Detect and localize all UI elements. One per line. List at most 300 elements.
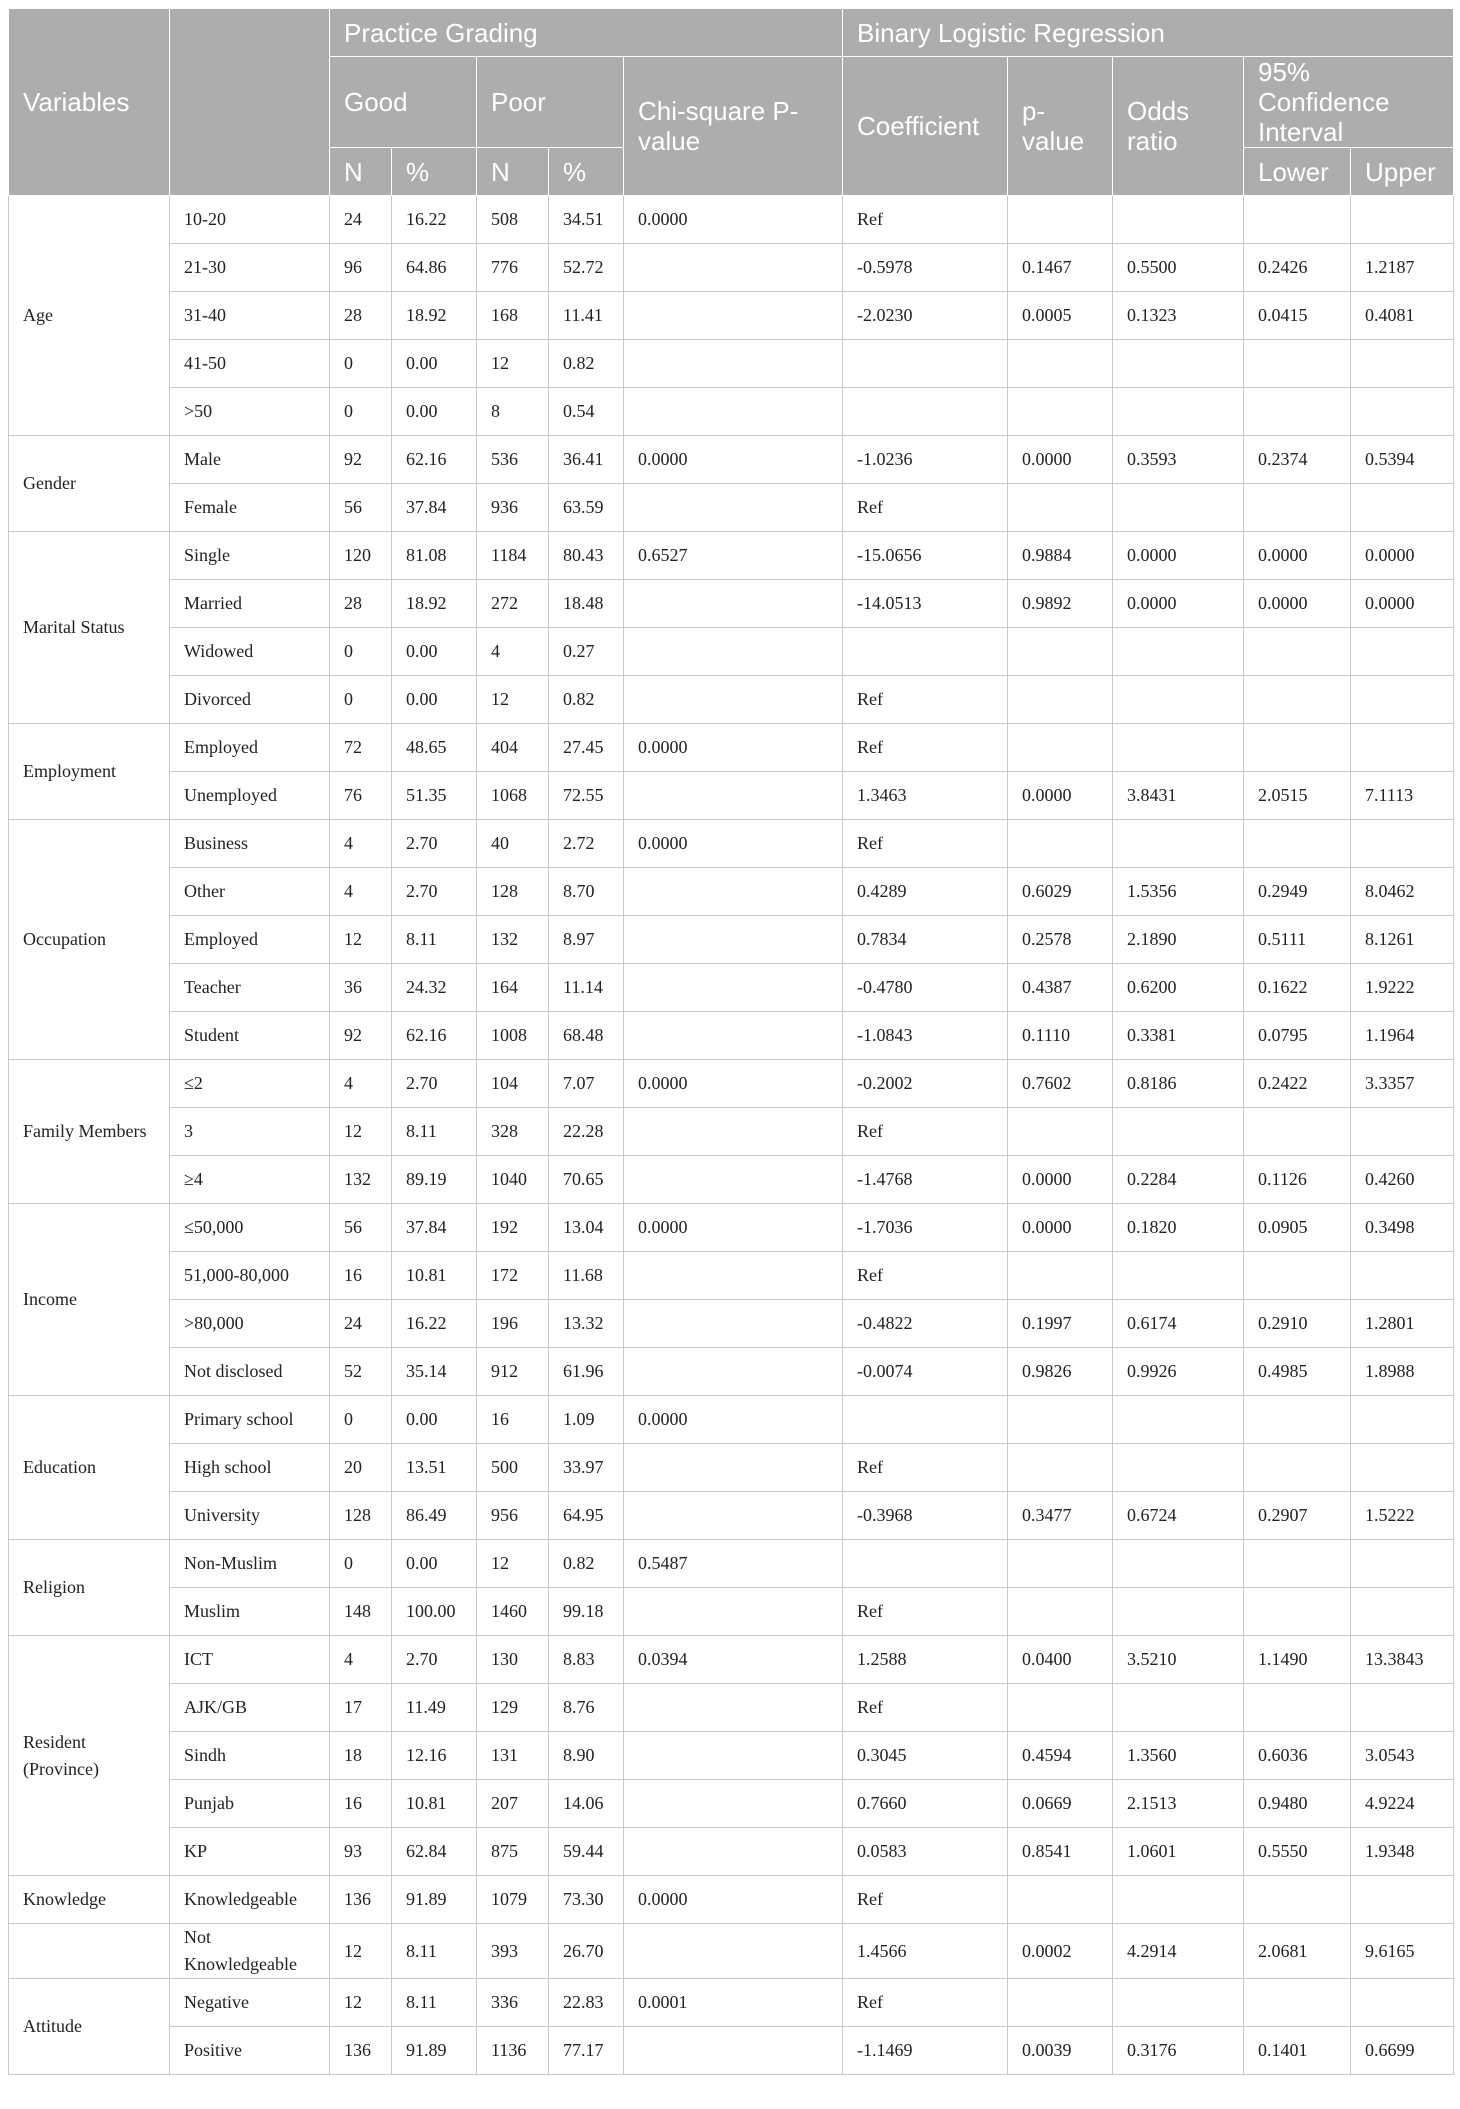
odds-ratio-cell: 0.9926 <box>1113 1348 1244 1396</box>
poor-pct-cell: 8.97 <box>549 916 624 964</box>
coefficient-cell <box>843 1540 1008 1588</box>
good-n-cell: 76 <box>330 772 392 820</box>
poor-pct-cell: 77.17 <box>549 2027 624 2075</box>
poor-n-cell: 129 <box>477 1684 549 1732</box>
odds-ratio-cell: 0.3593 <box>1113 436 1244 484</box>
good-n-cell: 96 <box>330 244 392 292</box>
good-n-cell: 4 <box>330 820 392 868</box>
poor-n-cell: 8 <box>477 388 549 436</box>
table-row <box>9 916 1454 964</box>
coefficient-cell <box>843 388 1008 436</box>
chi-square-cell <box>624 1300 843 1348</box>
chi-square-cell <box>624 580 843 628</box>
p-value-cell <box>1008 340 1113 388</box>
poor-n-cell: 328 <box>477 1108 549 1156</box>
ci-lower-cell: 0.5550 <box>1244 1828 1351 1876</box>
p-value-cell: 0.0000 <box>1008 436 1113 484</box>
p-value-cell: 0.1467 <box>1008 244 1113 292</box>
odds-ratio-cell: 1.5356 <box>1113 868 1244 916</box>
good-pct-cell: 35.14 <box>392 1348 477 1396</box>
table-row <box>9 1732 1454 1780</box>
ci-upper-cell: 1.9222 <box>1351 964 1454 1012</box>
poor-pct-cell: 80.43 <box>549 532 624 580</box>
good-n-cell: 136 <box>330 2027 392 2075</box>
good-pct-cell: 2.70 <box>392 868 477 916</box>
ci-lower-cell <box>1244 1876 1351 1924</box>
ci-lower-cell <box>1244 724 1351 772</box>
poor-pct-cell: 99.18 <box>549 1588 624 1636</box>
table-row <box>9 2027 1454 2075</box>
poor-n-cell: 272 <box>477 580 549 628</box>
odds-ratio-cell: 4.2914 <box>1113 1924 1244 1979</box>
table-row <box>9 532 1454 580</box>
ci-lower-cell <box>1244 820 1351 868</box>
poor-n-cell: 1040 <box>477 1156 549 1204</box>
ci-upper-cell <box>1351 1396 1454 1444</box>
odds-ratio-cell: 0.6724 <box>1113 1492 1244 1540</box>
good-n-cell: 24 <box>330 196 392 244</box>
ci-upper-cell: 0.6699 <box>1351 2027 1454 2075</box>
good-pct-cell: 48.65 <box>392 724 477 772</box>
category-cell: Divorced <box>170 676 330 724</box>
poor-pct-cell: 33.97 <box>549 1444 624 1492</box>
table-row <box>9 436 1454 484</box>
chi-square-cell <box>624 1348 843 1396</box>
chi-square-cell <box>624 1252 843 1300</box>
variable-cell: Age <box>9 196 170 436</box>
table-row <box>9 772 1454 820</box>
p-value-cell: 0.0000 <box>1008 772 1113 820</box>
good-pct-cell: 0.00 <box>392 628 477 676</box>
table-row <box>9 964 1454 1012</box>
ci-lower-cell: 0.5111 <box>1244 916 1351 964</box>
ci-lower-cell: 0.0415 <box>1244 292 1351 340</box>
chi-square-cell: 0.0000 <box>624 820 843 868</box>
table-row <box>9 388 1454 436</box>
poor-n-cell: 131 <box>477 1732 549 1780</box>
poor-n-cell: 956 <box>477 1492 549 1540</box>
variable-cell: Resident (Province) <box>9 1636 170 1876</box>
category-cell: Female <box>170 484 330 532</box>
coefficient-cell: 0.7660 <box>843 1780 1008 1828</box>
variable-cell: Attitude <box>9 1979 170 2075</box>
chi-square-cell <box>624 2027 843 2075</box>
good-n-cell: 24 <box>330 1300 392 1348</box>
p-value-cell <box>1008 1684 1113 1732</box>
coefficient-header: Coefficient <box>843 57 1008 196</box>
variable-cell: Religion <box>9 1540 170 1636</box>
poor-pct-header: % <box>549 148 624 196</box>
p-value-cell <box>1008 820 1113 868</box>
category-cell: Business <box>170 820 330 868</box>
p-value-cell: 0.4594 <box>1008 1732 1113 1780</box>
variable-cell: Occupation <box>9 820 170 1060</box>
chi-square-cell <box>624 1156 843 1204</box>
good-n-cell: 92 <box>330 436 392 484</box>
poor-pct-cell: 26.70 <box>549 1924 624 1979</box>
ci-lower-cell: 2.0515 <box>1244 772 1351 820</box>
good-pct-cell: 62.84 <box>392 1828 477 1876</box>
chi-square-cell <box>624 1924 843 1979</box>
poor-n-cell: 12 <box>477 340 549 388</box>
category-cell: KP <box>170 1828 330 1876</box>
good-pct-cell: 8.11 <box>392 916 477 964</box>
ci-lower-cell <box>1244 1684 1351 1732</box>
odds-ratio-cell: 1.0601 <box>1113 1828 1244 1876</box>
chi-square-cell: 0.6527 <box>624 532 843 580</box>
ci-lower-cell: 0.0905 <box>1244 1204 1351 1252</box>
good-n-cell: 148 <box>330 1588 392 1636</box>
poor-pct-cell: 22.28 <box>549 1108 624 1156</box>
poor-pct-cell: 14.06 <box>549 1780 624 1828</box>
table-row <box>9 484 1454 532</box>
good-pct-cell: 37.84 <box>392 1204 477 1252</box>
coefficient-cell: Ref <box>843 1979 1008 2027</box>
category-cell: Student <box>170 1012 330 1060</box>
poor-n-cell: 536 <box>477 436 549 484</box>
ci-upper-cell <box>1351 1252 1454 1300</box>
good-pct-cell: 37.84 <box>392 484 477 532</box>
good-n-cell: 52 <box>330 1348 392 1396</box>
good-n-cell: 136 <box>330 1876 392 1924</box>
ci-upper-cell <box>1351 1540 1454 1588</box>
coefficient-cell: Ref <box>843 676 1008 724</box>
coefficient-cell: Ref <box>843 820 1008 868</box>
good-n-cell: 16 <box>330 1252 392 1300</box>
ci-upper-cell <box>1351 388 1454 436</box>
chi-square-cell <box>624 868 843 916</box>
ci-upper-cell <box>1351 724 1454 772</box>
poor-pct-cell: 8.90 <box>549 1732 624 1780</box>
ci-upper-cell <box>1351 484 1454 532</box>
p-value-cell <box>1008 1540 1113 1588</box>
category-cell: 3 <box>170 1108 330 1156</box>
poor-n-cell: 12 <box>477 676 549 724</box>
ci-upper-cell: 0.0000 <box>1351 580 1454 628</box>
good-pct-cell: 91.89 <box>392 2027 477 2075</box>
coefficient-cell: 0.4289 <box>843 868 1008 916</box>
coefficient-cell: -1.1469 <box>843 2027 1008 2075</box>
chi-square-header: Chi-square P-value <box>624 57 843 196</box>
poor-n-cell: 104 <box>477 1060 549 1108</box>
chi-square-cell <box>624 1444 843 1492</box>
ci-lower-cell <box>1244 388 1351 436</box>
table-row <box>9 1636 1454 1684</box>
coefficient-cell: 1.2588 <box>843 1636 1008 1684</box>
ci-lower-cell: 1.1490 <box>1244 1636 1351 1684</box>
ci-upper-cell <box>1351 676 1454 724</box>
poor-n-cell: 500 <box>477 1444 549 1492</box>
poor-pct-cell: 22.83 <box>549 1979 624 2027</box>
good-pct-cell: 10.81 <box>392 1780 477 1828</box>
poor-pct-cell: 52.72 <box>549 244 624 292</box>
odds-ratio-cell <box>1113 676 1244 724</box>
poor-pct-cell: 0.82 <box>549 340 624 388</box>
ci-lower-cell: 0.0795 <box>1244 1012 1351 1060</box>
odds-ratio-cell <box>1113 1444 1244 1492</box>
ci-upper-cell: 3.3357 <box>1351 1060 1454 1108</box>
p-value-cell: 0.0005 <box>1008 292 1113 340</box>
good-n-cell: 36 <box>330 964 392 1012</box>
category-cell: Unemployed <box>170 772 330 820</box>
odds-ratio-header: Odds ratio <box>1113 57 1244 196</box>
category-cell: ≤50,000 <box>170 1204 330 1252</box>
ci-lower-cell: 0.2426 <box>1244 244 1351 292</box>
table-row <box>9 340 1454 388</box>
table-row <box>9 1396 1454 1444</box>
ci-lower-cell <box>1244 340 1351 388</box>
ci-lower-cell: 0.1622 <box>1244 964 1351 1012</box>
table-row <box>9 1156 1454 1204</box>
ci-upper-cell: 1.8988 <box>1351 1348 1454 1396</box>
good-pct-cell: 62.16 <box>392 1012 477 1060</box>
p-value-cell <box>1008 1876 1113 1924</box>
table-row <box>9 676 1454 724</box>
ci-lower-cell <box>1244 196 1351 244</box>
poor-n-cell: 164 <box>477 964 549 1012</box>
table-row <box>9 1348 1454 1396</box>
coefficient-cell: -1.0843 <box>843 1012 1008 1060</box>
chi-square-cell <box>624 1108 843 1156</box>
coefficient-cell <box>843 1396 1008 1444</box>
coefficient-cell <box>843 628 1008 676</box>
category-cell: AJK/GB <box>170 1684 330 1732</box>
good-pct-cell: 8.11 <box>392 1108 477 1156</box>
poor-pct-cell: 63.59 <box>549 484 624 532</box>
ci-lower-cell: 0.2374 <box>1244 436 1351 484</box>
chi-square-cell <box>624 964 843 1012</box>
poor-pct-cell: 0.82 <box>549 676 624 724</box>
table-header <box>9 9 1454 196</box>
ci-upper-cell: 0.0000 <box>1351 532 1454 580</box>
odds-ratio-cell <box>1113 820 1244 868</box>
table-row <box>9 1924 1454 1979</box>
coefficient-cell: 0.0583 <box>843 1828 1008 1876</box>
odds-ratio-cell: 0.8186 <box>1113 1060 1244 1108</box>
ci-upper-cell <box>1351 340 1454 388</box>
good-pct-cell: 10.81 <box>392 1252 477 1300</box>
chi-square-cell: 0.0000 <box>624 436 843 484</box>
odds-ratio-cell: 2.1890 <box>1113 916 1244 964</box>
category-cell: Punjab <box>170 1780 330 1828</box>
good-pct-cell: 18.92 <box>392 292 477 340</box>
good-pct-cell: 81.08 <box>392 532 477 580</box>
ci-lower-cell: 0.2907 <box>1244 1492 1351 1540</box>
good-n-cell: 12 <box>330 1108 392 1156</box>
ci-upper-cell <box>1351 1444 1454 1492</box>
ci-upper-cell <box>1351 1108 1454 1156</box>
chi-square-cell: 0.0000 <box>624 1204 843 1252</box>
chi-square-cell <box>624 292 843 340</box>
ci-upper-cell: 8.0462 <box>1351 868 1454 916</box>
poor-pct-cell: 70.65 <box>549 1156 624 1204</box>
good-n-cell: 0 <box>330 340 392 388</box>
poor-pct-cell: 18.48 <box>549 580 624 628</box>
poor-pct-cell: 68.48 <box>549 1012 624 1060</box>
coefficient-cell: -15.0656 <box>843 532 1008 580</box>
table-row <box>9 628 1454 676</box>
ci-lower-cell: 0.1126 <box>1244 1156 1351 1204</box>
good-pct-cell: 13.51 <box>392 1444 477 1492</box>
ci-upper-cell: 0.4260 <box>1351 1156 1454 1204</box>
ci-lower-cell <box>1244 1588 1351 1636</box>
ci-upper-cell <box>1351 628 1454 676</box>
poor-pct-cell: 0.82 <box>549 1540 624 1588</box>
p-value-cell <box>1008 628 1113 676</box>
category-cell: Widowed <box>170 628 330 676</box>
p-value-cell: 0.7602 <box>1008 1060 1113 1108</box>
category-cell: ICT <box>170 1636 330 1684</box>
p-value-cell <box>1008 1588 1113 1636</box>
good-pct-cell: 89.19 <box>392 1156 477 1204</box>
p-value-cell: 0.9826 <box>1008 1348 1113 1396</box>
poor-n-cell: 393 <box>477 1924 549 1979</box>
ci-upper-cell: 1.1964 <box>1351 1012 1454 1060</box>
poor-pct-cell: 13.32 <box>549 1300 624 1348</box>
category-cell: Non-Muslim <box>170 1540 330 1588</box>
odds-ratio-cell: 0.1323 <box>1113 292 1244 340</box>
poor-pct-cell: 36.41 <box>549 436 624 484</box>
coefficient-cell: -1.0236 <box>843 436 1008 484</box>
good-n-cell: 28 <box>330 580 392 628</box>
table-row <box>9 868 1454 916</box>
good-n-cell: 56 <box>330 1204 392 1252</box>
chi-square-cell: 0.0000 <box>624 1060 843 1108</box>
poor-n-cell: 1184 <box>477 532 549 580</box>
ci-upper-cell: 8.1261 <box>1351 916 1454 964</box>
chi-square-cell <box>624 676 843 724</box>
good-pct-cell: 100.00 <box>392 1588 477 1636</box>
p-value-cell: 0.1110 <box>1008 1012 1113 1060</box>
ci-lower-cell: 0.0000 <box>1244 580 1351 628</box>
odds-ratio-cell: 0.1820 <box>1113 1204 1244 1252</box>
chi-square-cell: 0.0000 <box>624 1396 843 1444</box>
poor-n-cell: 132 <box>477 916 549 964</box>
p-value-cell: 0.0669 <box>1008 1780 1113 1828</box>
odds-ratio-cell: 0.0000 <box>1113 580 1244 628</box>
odds-ratio-cell <box>1113 196 1244 244</box>
good-n-cell: 72 <box>330 724 392 772</box>
table-row <box>9 1979 1454 2027</box>
odds-ratio-cell: 0.2284 <box>1113 1156 1244 1204</box>
table-row <box>9 1876 1454 1924</box>
odds-ratio-cell <box>1113 724 1244 772</box>
coefficient-cell: 1.4566 <box>843 1924 1008 1979</box>
category-cell: Other <box>170 868 330 916</box>
category-cell: Married <box>170 580 330 628</box>
p-value-cell <box>1008 1396 1113 1444</box>
poor-pct-cell: 1.09 <box>549 1396 624 1444</box>
ci-upper-cell: 1.2801 <box>1351 1300 1454 1348</box>
ci-upper-cell <box>1351 196 1454 244</box>
chi-square-cell: 0.0001 <box>624 1979 843 2027</box>
poor-pct-cell: 8.83 <box>549 1636 624 1684</box>
table-row <box>9 724 1454 772</box>
chi-square-cell <box>624 1492 843 1540</box>
ci-lower-cell <box>1244 484 1351 532</box>
category-cell: Sindh <box>170 1732 330 1780</box>
good-n-cell: 0 <box>330 388 392 436</box>
table-row <box>9 1540 1454 1588</box>
ci-upper-cell <box>1351 1979 1454 2027</box>
ci-upper-cell: 4.9224 <box>1351 1780 1454 1828</box>
table-row <box>9 1108 1454 1156</box>
chi-square-cell: 0.0000 <box>624 724 843 772</box>
poor-pct-cell: 0.27 <box>549 628 624 676</box>
category-cell: Not Knowledgeable <box>170 1924 330 1979</box>
ci-lower-cell: 0.9480 <box>1244 1780 1351 1828</box>
odds-ratio-cell: 3.5210 <box>1113 1636 1244 1684</box>
table-row <box>9 1204 1454 1252</box>
good-n-cell: 28 <box>330 292 392 340</box>
coefficient-cell <box>843 340 1008 388</box>
good-n-cell: 0 <box>330 628 392 676</box>
chi-square-cell <box>624 628 843 676</box>
odds-ratio-cell <box>1113 1876 1244 1924</box>
category-cell: Single <box>170 532 330 580</box>
chi-square-cell <box>624 244 843 292</box>
chi-square-cell <box>624 1732 843 1780</box>
coefficient-cell: 0.7834 <box>843 916 1008 964</box>
odds-ratio-cell <box>1113 484 1244 532</box>
category-cell: Teacher <box>170 964 330 1012</box>
good-pct-cell: 86.49 <box>392 1492 477 1540</box>
good-pct-header: % <box>392 148 477 196</box>
odds-ratio-cell <box>1113 1684 1244 1732</box>
coefficient-cell: -1.4768 <box>843 1156 1008 1204</box>
poor-n-cell: 128 <box>477 868 549 916</box>
odds-ratio-cell: 3.8431 <box>1113 772 1244 820</box>
odds-ratio-cell <box>1113 628 1244 676</box>
coefficient-cell: -14.0513 <box>843 580 1008 628</box>
category-cell: Employed <box>170 724 330 772</box>
odds-ratio-cell: 0.3381 <box>1113 1012 1244 1060</box>
poor-pct-cell: 72.55 <box>549 772 624 820</box>
poor-pct-cell: 7.07 <box>549 1060 624 1108</box>
chi-square-cell: 0.0394 <box>624 1636 843 1684</box>
odds-ratio-cell <box>1113 1979 1244 2027</box>
chi-square-cell: 0.5487 <box>624 1540 843 1588</box>
poor-pct-cell: 59.44 <box>549 1828 624 1876</box>
poor-n-cell: 40 <box>477 820 549 868</box>
chi-square-cell <box>624 388 843 436</box>
p-value-cell: 0.8541 <box>1008 1828 1113 1876</box>
coefficient-cell: Ref <box>843 1684 1008 1732</box>
poor-pct-cell: 2.72 <box>549 820 624 868</box>
p-value-cell: 0.0400 <box>1008 1636 1113 1684</box>
coefficient-cell: Ref <box>843 724 1008 772</box>
good-pct-cell: 62.16 <box>392 436 477 484</box>
coefficient-cell: Ref <box>843 1444 1008 1492</box>
poor-n-cell: 912 <box>477 1348 549 1396</box>
good-n-cell: 20 <box>330 1444 392 1492</box>
poor-n-cell: 1460 <box>477 1588 549 1636</box>
variable-cell: Gender <box>9 436 170 532</box>
chi-square-cell <box>624 1828 843 1876</box>
poor-pct-cell: 61.96 <box>549 1348 624 1396</box>
p-value-cell: 0.9884 <box>1008 532 1113 580</box>
chi-square-cell <box>624 916 843 964</box>
poor-n-cell: 508 <box>477 196 549 244</box>
good-n-cell: 132 <box>330 1156 392 1204</box>
odds-ratio-cell <box>1113 1108 1244 1156</box>
table-row <box>9 820 1454 868</box>
poor-pct-cell: 64.95 <box>549 1492 624 1540</box>
good-n-cell: 4 <box>330 868 392 916</box>
category-cell: ≤2 <box>170 1060 330 1108</box>
ci-upper-cell: 1.9348 <box>1351 1828 1454 1876</box>
p-value-cell <box>1008 1108 1113 1156</box>
